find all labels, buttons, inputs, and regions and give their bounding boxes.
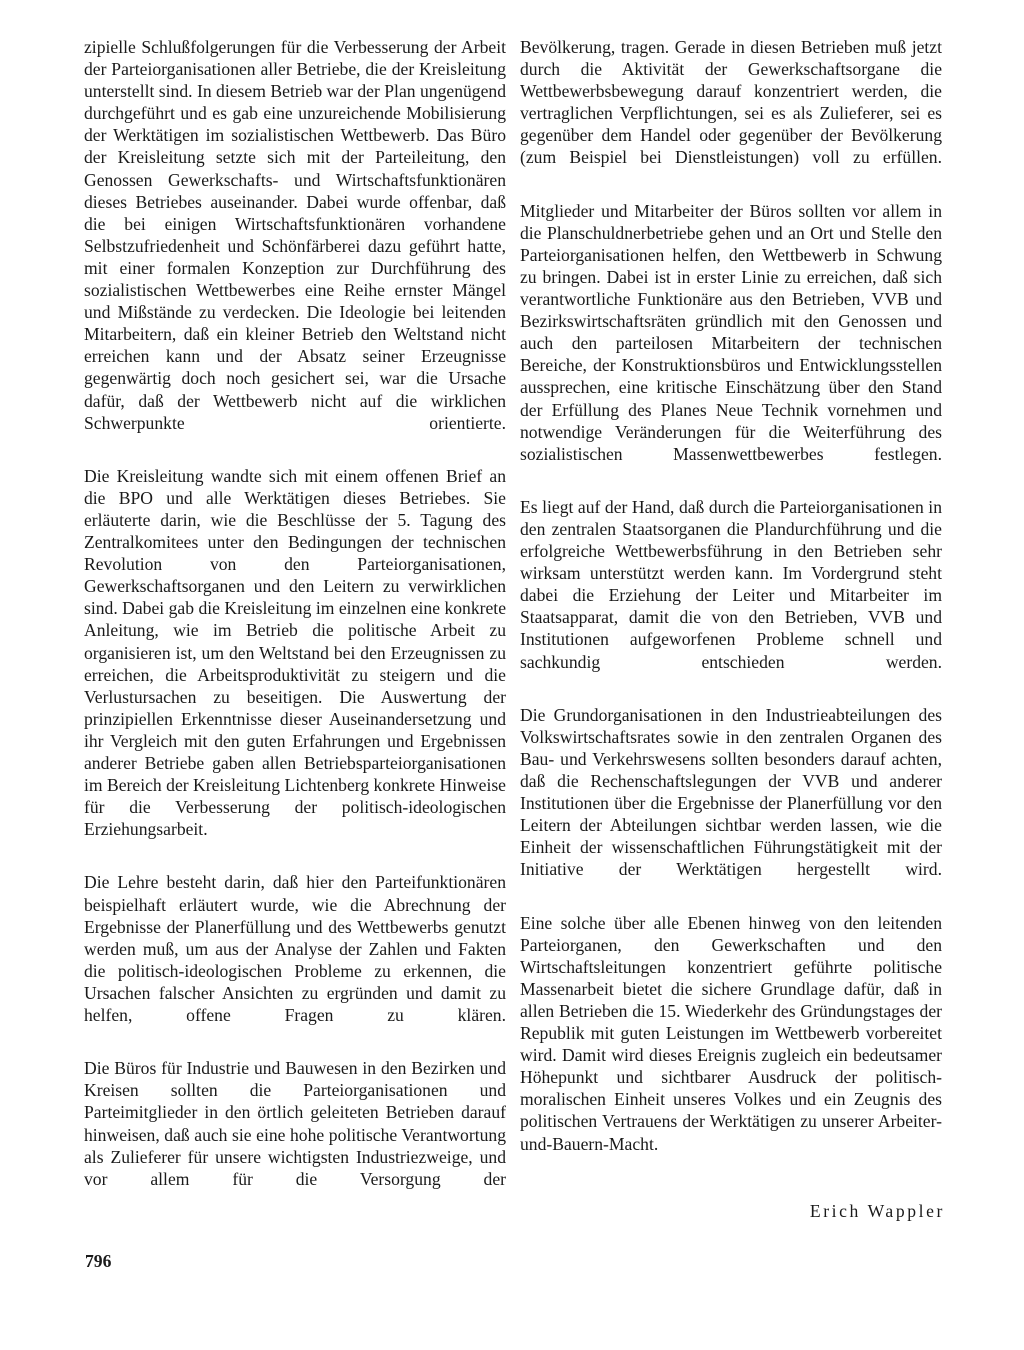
paragraph: Eine solche über alle Ebenen hinweg von den leitenden Parteiorganen, den Gewerkschaften und den Wirtschaftsleitungen konzentriert geführte politische Massenarbeit bietet die sichere Grundlage dafür, daß in allen Betrieben die 15. Wiederkehr des Gründungstages der Republik mit guten Leistungen im Wettbewerb vorbereitet wird. Damit wird dieses Ereignis zugleich ein bedeutsamer Höhepunkt und sichtbarer Ausdruck der politisch-moralischen Einheit unseres Volkes und ein Zeugnis des politischen Vertrauens der Werktätigen zu unserer Arbeiter-und-Bauern-Macht.: [520, 912, 942, 1154]
paragraph: Die Lehre besteht darin, daß hier den Parteifunktionären beispielhaft erläutert wurde, wie die Abrechnung der Ergebnisse der Planerfüllung und des Wettbewerbs genutzt werden muß, um aus der Analyse der Zahlen und Fakten die politisch-ideologischen Probleme zu erkennen, die Ursachen falscher Ansichten zu ergründen und damit zu helfen, offene Fragen zu klären.: [84, 872, 506, 1026]
paragraph: Bevölkerung, tragen. Gerade in diesen Betrieben muß jetzt durch die Aktivität der Gewerkschaftsorgane die Wettbewerbsbewegung darauf konzentriert werden, die vertraglichen Verpflichtungen, sei es als Zulieferer, sei es gegenüber dem Handel oder gegenüber der Bevölkerung (zum Beispiel bei Dienstleistungen) voll zu erfüllen.: [520, 37, 942, 168]
paragraph: Mitglieder und Mitarbeiter der Büros sollten vor allem in die Planschuldnerbetriebe gehen und an Ort und Stelle den Parteiorganisationen helfen, den Wettbewerb in Schwung zu bringen. Dabei ist in erster Linie zu erreichen, daß sich verantwortliche Funktionäre aus den Betrieben, VVB und Bezirkswirtschaftsräten gründlich mit den Genossen und auch den parteilosen Mitarbeitern der technischen Bereiche, der Konstruktionsbüros und Entwicklungsstellen aussprechen, eine kritische Einschätzung über den Stand der Erfüllung des Planes Neue Technik vornehmen und notwendige Veränderungen für die Weiterführung des sozialistischen Massenwettbewerbes festlegen.: [520, 200, 942, 464]
paragraph: Die Grundorganisationen in den Industrieabteilungen des Volkswirtschaftsrates sowie in den zentralen Organen des Bau- und Verkehrswesens sollten besonders darauf achten, daß die Rechenschaftslegungen der VVB und anderer Institutionen über die Ergebnisse der Planerfüllung vor den Leitern der Abteilungen sichtbar werden lassen, wie die Einheit der wissenschaftlichen Führungstätigkeit mit der Initiative der Werktätigen hergestellt wird.: [520, 704, 942, 880]
left-column: [84, 36, 506, 1221]
paragraph: Die Kreisleitung wandte sich mit einem offenen Brief an die BPO und alle Werktätigen dieses Betriebes. Sie erläuterte darin, wie die Beschlüsse der 5. Tagung des Zentralkomitees unter den Bedingungen der technischen Revolution von den Parteiorganisationen, Gewerkschaftsorganen und den Leitern zu verwirklichen sind. Dabei gab die Kreisleitung im einzelnen eine konkrete Anleitung, wie im Betrieb die politische Arbeit zu organisieren ist, um den Weltstand bei den Erzeugnissen zu erreichen, die Arbeitsproduktivität zu steigern und die Verlustursachen zu beseitigen. Die Auswertung der prinzipiellen Erkenntnisse dieser Auseinandersetzung und ihr Vergleich mit den guten Erfahrungen und Ergebnissen anderer Betriebe gaben allen Betriebsparteiorganisationen im Bereich der Kreisleitung Lichtenberg konkrete Hinweise für die Verbesserung der politisch-ideologischen Erziehungsarbeit.: [84, 465, 506, 840]
page-number: 796: [85, 1251, 112, 1271]
author-signature: Erich Wappler: [809, 1201, 945, 1221]
paragraph: Die Büros für Industrie und Bauwesen in den Bezirken und Kreisen sollten die Parteiorganisationen und Parteimitglieder in den örtlich geleiteten Betrieben darauf hinweisen, daß auch sie eine hohe politische Verantwortung als Zulieferer für unsere wichtigsten Industriezweige, und vor allem für die Versorgung der: [84, 1058, 506, 1189]
right-column: [520, 36, 942, 1186]
paragraph: Es liegt auf der Hand, daß durch die Parteiorganisationen in den zentralen Staatsorganen die Plandurchführung und die erfolgreiche Wettbewerbsführung in den Betrieben sehr wirksam unterstützt werden kann. Im Vordergrund steht dabei die Erziehung der Leiter und Mitarbeiter im Staatsapparat, damit die von den Betrieben, VVB und Institutionen aufgeworfenen Probleme schnell und sachkundig entschieden werden.: [520, 496, 942, 672]
paragraph: zipielle Schlußfolgerungen für die Verbesserung der Arbeit der Parteiorganisationen aller Betriebe, die der Kreisleitung unterstellt sind. In diesem Betrieb war der Plan ungenügend durchgeführt und es gab eine unzureichende Mobilisierung der Werktätigen im sozialistischen Wettbewerb. Das Büro der Kreisleitung setzte sich mit der Parteileitung, den Genossen Gewerkschafts- und Wirtschaftsfunktionären dieses Betriebes auseinander. Dabei wurde offenbar, daß die bei einigen Wirtschaftsfunktionären vorhandene Selbstzufriedenheit und Schönfärberei dazu geführt hatte, mit einer formalen Konzeption zur Durchführung des sozialistischen Wettbewerbes eine Reihe ernster Mängel und Mißstände zu verdecken. Die Ideologie bei leitenden Mitarbeitern, daß ein kleiner Betrieb den Weltstand nicht erreichen kann und der Absatz seiner Erzeugnisse gegenwärtig doch noch gesichert sei, war die Ursache dafür, daß der Wettbewerb nicht auf die wirklichen Schwerpunkte orientierte.: [84, 37, 506, 433]
